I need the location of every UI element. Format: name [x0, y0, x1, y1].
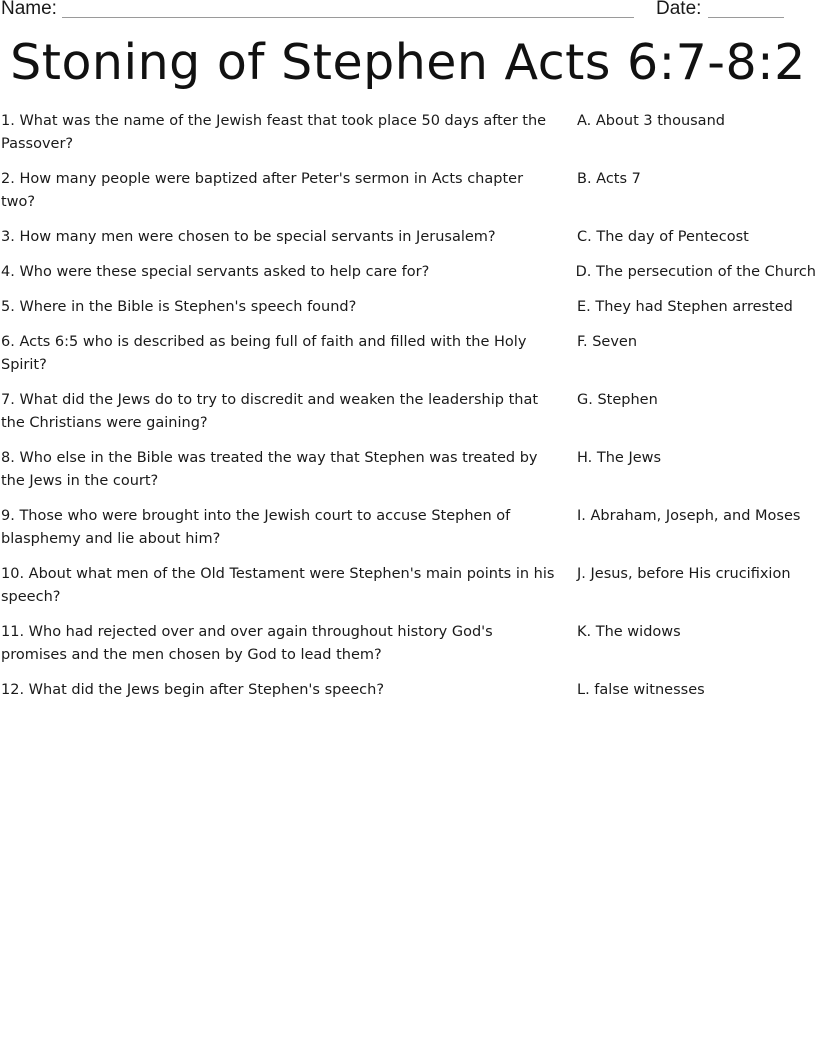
- answer-option: C. The day of Pentecost: [577, 229, 749, 245]
- name-field[interactable]: [62, 17, 634, 18]
- answer-option: A. About 3 thousand: [577, 113, 725, 129]
- answer-option: H. The Jews: [577, 450, 662, 466]
- question-text: 2. How many people were baptized after Peter's sermon in Acts chapter two?: [1, 171, 524, 210]
- question-text: 11. Who had rejected over and over again throughout history God's promises and the men chosen by God to lead them?: [1, 624, 493, 663]
- list-item: [0, 110, 816, 156]
- list-item: [0, 621, 816, 667]
- question-text: 12. What did the Jews begin after Stephen's speech?: [1, 682, 385, 698]
- list-item: [0, 447, 816, 493]
- list-item: [0, 226, 816, 249]
- answer-option: B. Acts 7: [577, 171, 641, 187]
- question-text: 9. Those who were brought into the Jewish court to accuse Stephen of blasphemy and lie about him?: [1, 508, 511, 547]
- list-item: [0, 296, 816, 319]
- question-text: 4. Who were these special servants asked to help care for?: [1, 264, 430, 280]
- name-label: Name:: [1, 0, 57, 19]
- answer-option: G. Stephen: [577, 392, 658, 408]
- date-label: Date:: [656, 0, 702, 19]
- matching-list: [0, 110, 816, 714]
- question-text: 7. What did the Jews do to try to discredit and weaken the leadership that the Christians were gaining?: [1, 392, 539, 431]
- list-item: [0, 389, 816, 435]
- question-text: 6. Acts 6:5 who is described as being full of faith and filled with the Holy Spirit?: [1, 334, 527, 373]
- question-text: 8. Who else in the Bible was treated the way that Stephen was treated by the Jews in the court?: [1, 450, 538, 489]
- header: [0, 0, 816, 22]
- answer-option: I. Abraham, Joseph, and Moses: [577, 508, 801, 524]
- answer-option: E. They had Stephen arrested: [577, 299, 793, 315]
- list-item: [0, 168, 816, 214]
- list-item: [0, 563, 816, 609]
- page-title: Stoning of Stephen Acts 6:7-8:2: [10, 34, 806, 91]
- question-text: 5. Where in the Bible is Stephen's speech found?: [1, 299, 357, 315]
- list-item: [0, 331, 816, 377]
- date-field[interactable]: [708, 17, 784, 18]
- answer-option: D. The persecution of the Church: [575, 264, 816, 280]
- list-item: [0, 261, 816, 284]
- answer-option: L. false witnesses: [577, 682, 705, 698]
- list-item: [0, 679, 816, 702]
- question-text: 10. About what men of the Old Testament were Stephen's main points in his speech?: [1, 566, 555, 605]
- answer-option: J. Jesus, before His crucifixion: [577, 566, 791, 582]
- list-item: [0, 505, 816, 551]
- question-text: 1. What was the name of the Jewish feast that took place 50 days after the Passover?: [1, 113, 547, 152]
- question-text: 3. How many men were chosen to be special servants in Jerusalem?: [1, 229, 496, 245]
- answer-option: F. Seven: [577, 334, 638, 350]
- answer-option: K. The widows: [577, 624, 681, 640]
